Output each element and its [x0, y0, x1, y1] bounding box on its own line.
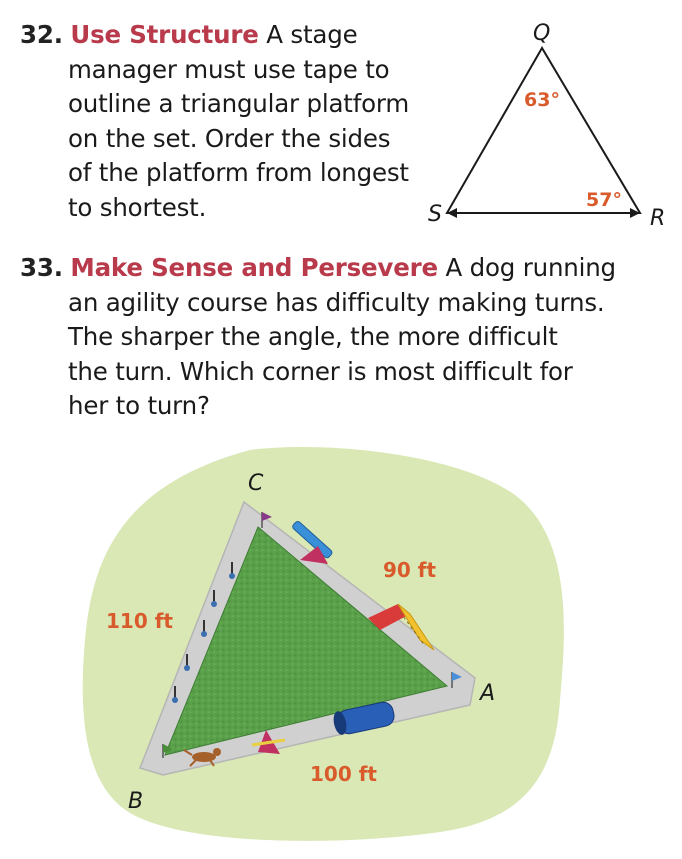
- vertex-label-a: A: [480, 681, 496, 706]
- angle-label-r: 57°: [586, 189, 622, 211]
- problem-text-line: A stage: [266, 20, 358, 49]
- problem-33: [20, 251, 616, 424]
- problem-text-line: of the platform from longest: [68, 158, 409, 187]
- problem-text-line: manager must use tape to: [68, 54, 390, 84]
- problem-text-line: the turn. Which corner is most difficult for: [68, 356, 573, 386]
- agility-course-figure: [0, 440, 682, 859]
- vertex-label-c: C: [248, 471, 264, 496]
- vertex-label-q: Q: [533, 21, 551, 46]
- problem-text-line: outline a triangular platform: [68, 89, 410, 118]
- problem-text-line: The sharper the angle, the more difficult: [68, 322, 558, 351]
- vertex-label-b: B: [128, 789, 144, 814]
- problem-number: 33.: [20, 253, 63, 282]
- problem-heading: Use Structure: [70, 20, 259, 49]
- problem-text-line: an agility course has difficulty making turns.: [68, 287, 605, 317]
- vertex-label-r: R: [650, 206, 666, 231]
- problem-number: 32.: [20, 20, 63, 49]
- vertex-label-s: S: [428, 202, 442, 227]
- triangle-qsr-figure: [0, 0, 682, 240]
- problem-text-line: her to turn?: [68, 391, 210, 420]
- side-label-cb: 110 ft: [106, 609, 173, 633]
- problem-text-line: on the set. Order the sides: [68, 123, 391, 153]
- angle-label-q: 63°: [524, 89, 560, 111]
- side-label-ca: 90 ft: [383, 558, 437, 582]
- problem-text-line: A dog running: [445, 253, 616, 282]
- side-label-ba: 100 ft: [310, 762, 377, 786]
- problem-text-line: to shortest.: [68, 192, 207, 222]
- problem-heading: Make Sense and Persevere: [70, 253, 438, 282]
